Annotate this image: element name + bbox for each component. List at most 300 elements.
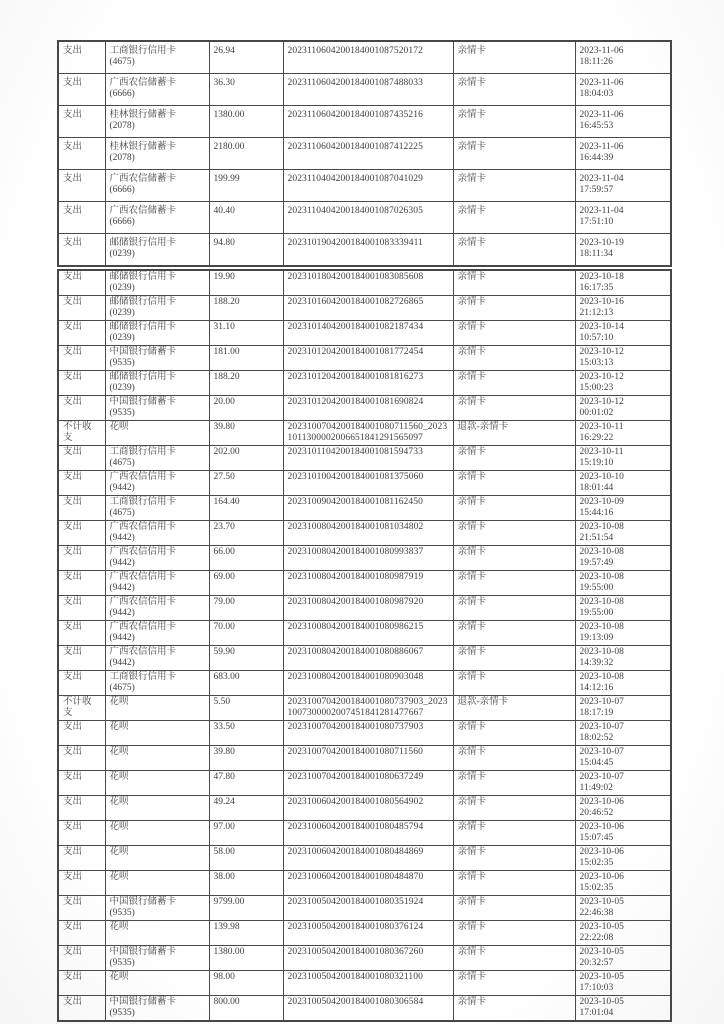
datetime-cell <box>575 346 671 371</box>
tag-cell: 亲情卡 <box>453 202 575 234</box>
payment-account-cell <box>105 496 209 521</box>
account-name: 广西农信信用卡 <box>109 597 177 607</box>
transaction-row <box>58 571 671 596</box>
amount-cell: 94.80 <box>209 234 283 267</box>
payment-account-cell <box>105 896 209 921</box>
transaction-row <box>58 496 671 521</box>
datetime-cell <box>575 74 671 106</box>
transaction-row <box>58 170 671 202</box>
transaction-id-cell: 2023100804200184001080987919 <box>283 571 453 596</box>
transaction-type-cell: 支出 <box>58 821 105 846</box>
transaction-time: 16:29:22 <box>579 433 614 443</box>
account-name: 邮储银行信用卡 <box>109 322 177 332</box>
transaction-date: 2023-10-05 <box>579 947 624 957</box>
tag-cell: 亲情卡 <box>453 946 575 971</box>
transaction-time: 10:57:10 <box>579 333 614 343</box>
tag-cell: 亲情卡 <box>453 138 575 170</box>
payment-account-cell <box>105 396 209 421</box>
transaction-type-cell: 支出 <box>58 41 105 74</box>
transaction-id-cell: 2023100704200184001080711560 <box>283 746 453 771</box>
account-number: (9442) <box>109 483 135 493</box>
amount-cell: 1380.00 <box>209 946 283 971</box>
datetime-cell <box>575 771 671 796</box>
transaction-date: 2023-10-07 <box>579 722 624 732</box>
account-name: 邮储银行信用卡 <box>109 372 177 382</box>
datetime-cell <box>575 596 671 621</box>
account-name: 花呗 <box>109 872 129 882</box>
transaction-row <box>58 521 671 546</box>
transaction-type-cell: 支出 <box>58 871 105 896</box>
account-name: 广西农信信用卡 <box>109 647 177 657</box>
tag-cell: 亲情卡 <box>453 921 575 946</box>
transaction-id-cell: 2023101204200184001081690824 <box>283 396 453 421</box>
transaction-time: 18:17:19 <box>579 708 614 718</box>
transaction-id-cell: 2023110604200184001087488033 <box>283 74 453 106</box>
account-number: (9535) <box>109 1008 135 1018</box>
payment-account-cell <box>105 346 209 371</box>
transaction-row <box>58 234 671 267</box>
payment-account-cell <box>105 138 209 170</box>
transaction-time: 22:22:08 <box>579 933 614 943</box>
transaction-id-cell: 2023101204200184001081816273 <box>283 371 453 396</box>
amount-cell: 202.00 <box>209 446 283 471</box>
datetime-cell <box>575 646 671 671</box>
datetime-cell <box>575 796 671 821</box>
account-name: 中国银行储蓄卡 <box>109 997 177 1007</box>
transaction-date: 2023-10-07 <box>579 772 624 782</box>
transaction-id-cell: 2023100604200184001080485794 <box>283 821 453 846</box>
transaction-type-cell: 支出 <box>58 202 105 234</box>
transaction-date: 2023-10-12 <box>579 347 624 357</box>
tag-cell: 亲情卡 <box>453 771 575 796</box>
transaction-time: 15:07:45 <box>579 833 614 843</box>
transaction-id-cell: 2023100504200184001080376124 <box>283 921 453 946</box>
account-number: (9442) <box>109 583 135 593</box>
amount-cell: 19.90 <box>209 270 283 296</box>
transaction-date: 2023-10-05 <box>579 972 624 982</box>
transaction-date: 2023-10-06 <box>579 847 624 857</box>
transaction-id-cell: 2023101404200184001082187434 <box>283 321 453 346</box>
account-number: (0239) <box>109 308 135 318</box>
amount-cell: 33.50 <box>209 721 283 746</box>
transaction-row <box>58 421 671 446</box>
account-name: 工商银行信用卡 <box>109 497 177 507</box>
payment-account-cell <box>105 202 209 234</box>
transaction-type-cell: 支出 <box>58 270 105 296</box>
transaction-date: 2023-10-10 <box>579 472 624 482</box>
account-name: 广西农信信用卡 <box>109 547 177 557</box>
transaction-type-cell: 支出 <box>58 996 105 1022</box>
payment-account-cell <box>105 446 209 471</box>
tag-cell: 亲情卡 <box>453 296 575 321</box>
transaction-type-cell: 不计收支 <box>58 696 105 721</box>
account-name: 广西农信储蓄卡 <box>109 174 177 184</box>
transaction-date: 2023-11-04 <box>579 174 624 184</box>
amount-cell: 66.00 <box>209 546 283 571</box>
transaction-date: 2023-10-07 <box>579 747 624 757</box>
tag-cell: 亲情卡 <box>453 346 575 371</box>
payment-account-cell <box>105 74 209 106</box>
transaction-date: 2023-10-08 <box>579 572 624 582</box>
account-name: 花呗 <box>109 747 129 757</box>
account-name: 花呗 <box>109 697 129 707</box>
datetime-cell <box>575 946 671 971</box>
transaction-time: 18:01:44 <box>579 483 614 493</box>
transaction-type-cell: 支出 <box>58 846 105 871</box>
transaction-time: 21:51:54 <box>579 533 614 543</box>
tag-cell: 亲情卡 <box>453 41 575 74</box>
account-name: 中国银行储蓄卡 <box>109 897 177 907</box>
transaction-row <box>58 621 671 646</box>
transaction-date: 2023-11-06 <box>579 110 624 120</box>
transaction-row <box>58 871 671 896</box>
transaction-date: 2023-10-06 <box>579 797 624 807</box>
transaction-row <box>58 896 671 921</box>
transaction-time: 17:01:04 <box>579 1008 614 1018</box>
transaction-id-cell: 2023100804200184001080886067 <box>283 646 453 671</box>
amount-cell: 31.10 <box>209 321 283 346</box>
transaction-id-cell: 2023100804200184001080903048 <box>283 671 453 696</box>
account-number: (4675) <box>109 508 135 518</box>
transaction-type-cell: 支出 <box>58 746 105 771</box>
datetime-cell <box>575 996 671 1022</box>
account-name: 广西农信信用卡 <box>109 572 177 582</box>
transaction-time: 14:12:16 <box>579 683 614 693</box>
datetime-cell <box>575 496 671 521</box>
payment-account-cell <box>105 234 209 267</box>
tag-cell: 亲情卡 <box>453 446 575 471</box>
transaction-type-cell: 支出 <box>58 138 105 170</box>
transaction-type-cell: 支出 <box>58 671 105 696</box>
tag-cell: 亲情卡 <box>453 596 575 621</box>
transaction-tables <box>57 40 672 1022</box>
tag-cell: 亲情卡 <box>453 846 575 871</box>
datetime-cell <box>575 471 671 496</box>
account-number: (4675) <box>109 683 135 693</box>
tag-cell: 亲情卡 <box>453 471 575 496</box>
transaction-date: 2023-11-06 <box>579 46 624 56</box>
account-name: 中国银行储蓄卡 <box>109 947 177 957</box>
transaction-time: 15:19:10 <box>579 458 614 468</box>
tag-cell: 亲情卡 <box>453 396 575 421</box>
datetime-cell <box>575 202 671 234</box>
datetime-cell <box>575 696 671 721</box>
account-name: 中国银行储蓄卡 <box>109 347 177 357</box>
transaction-date: 2023-10-12 <box>579 397 624 407</box>
transaction-type-cell: 支出 <box>58 106 105 138</box>
transaction-row <box>58 946 671 971</box>
transaction-time: 17:10:03 <box>579 983 614 993</box>
account-name: 花呗 <box>109 722 129 732</box>
transaction-time: 15:03:13 <box>579 358 614 368</box>
transaction-time: 21:12:13 <box>579 308 614 318</box>
amount-cell: 38.00 <box>209 871 283 896</box>
datetime-cell <box>575 296 671 321</box>
account-name: 花呗 <box>109 772 129 782</box>
payment-account-cell <box>105 296 209 321</box>
datetime-cell <box>575 234 671 267</box>
tag-cell: 亲情卡 <box>453 796 575 821</box>
transaction-id-cell: 2023100704200184001080637249 <box>283 771 453 796</box>
transaction-type-cell: 支出 <box>58 471 105 496</box>
account-number: (0239) <box>109 383 135 393</box>
transaction-time: 18:04:03 <box>579 89 614 99</box>
amount-cell: 58.00 <box>209 846 283 871</box>
transaction-type-cell: 支出 <box>58 596 105 621</box>
payment-account-cell <box>105 170 209 202</box>
datetime-cell <box>575 138 671 170</box>
transaction-row <box>58 921 671 946</box>
transaction-time: 17:59:57 <box>579 185 614 195</box>
account-name: 广西农信信用卡 <box>109 522 177 532</box>
transaction-row <box>58 646 671 671</box>
account-name: 工商银行信用卡 <box>109 447 177 457</box>
transaction-row <box>58 270 671 296</box>
account-number: (4675) <box>109 57 135 67</box>
datetime-cell <box>575 821 671 846</box>
account-name: 邮储银行信用卡 <box>109 272 177 282</box>
transaction-id-cell: 2023100804200184001080993837 <box>283 546 453 571</box>
datetime-cell <box>575 846 671 871</box>
transaction-date: 2023-10-08 <box>579 647 624 657</box>
transaction-time: 14:39:32 <box>579 658 614 668</box>
account-number: (9442) <box>109 608 135 618</box>
amount-cell: 1380.00 <box>209 106 283 138</box>
payment-account-cell <box>105 721 209 746</box>
payment-account-cell <box>105 821 209 846</box>
transaction-row <box>58 971 671 996</box>
amount-cell: 39.80 <box>209 746 283 771</box>
account-name: 花呗 <box>109 422 129 432</box>
datetime-cell <box>575 321 671 346</box>
amount-cell: 181.00 <box>209 346 283 371</box>
transaction-date: 2023-10-14 <box>579 322 624 332</box>
transaction-date: 2023-10-08 <box>579 597 624 607</box>
transaction-row <box>58 671 671 696</box>
amount-cell: 20.00 <box>209 396 283 421</box>
amount-cell: 36.30 <box>209 74 283 106</box>
tag-cell: 亲情卡 <box>453 821 575 846</box>
payment-account-cell <box>105 621 209 646</box>
transaction-date: 2023-10-08 <box>579 672 624 682</box>
transaction-type-cell: 支出 <box>58 296 105 321</box>
transaction-date: 2023-10-05 <box>579 997 624 1007</box>
transaction-type-cell: 支出 <box>58 396 105 421</box>
transaction-type-cell: 支出 <box>58 321 105 346</box>
tag-cell: 亲情卡 <box>453 521 575 546</box>
account-number: (9535) <box>109 358 135 368</box>
account-name: 工商银行信用卡 <box>109 46 177 56</box>
account-name: 邮储银行信用卡 <box>109 238 177 248</box>
payment-account-cell <box>105 596 209 621</box>
tag-cell: 亲情卡 <box>453 74 575 106</box>
transaction-time: 15:04:45 <box>579 758 614 768</box>
tag-cell: 亲情卡 <box>453 871 575 896</box>
transaction-row <box>58 74 671 106</box>
transaction-type-cell: 支出 <box>58 921 105 946</box>
transaction-type-cell: 支出 <box>58 946 105 971</box>
transaction-id-cell: 2023110604200184001087520172 <box>283 41 453 74</box>
transactions-table-section-2 <box>57 269 672 1022</box>
transaction-date: 2023-10-08 <box>579 522 624 532</box>
amount-cell: 23.70 <box>209 521 283 546</box>
transaction-row <box>58 41 671 74</box>
transaction-type-cell: 支出 <box>58 234 105 267</box>
amount-cell: 70.00 <box>209 621 283 646</box>
transaction-time: 17:51:10 <box>579 217 614 227</box>
tag-cell: 亲情卡 <box>453 721 575 746</box>
transaction-type-cell: 支出 <box>58 521 105 546</box>
transaction-row <box>58 321 671 346</box>
account-name: 广西农信储蓄卡 <box>109 78 177 88</box>
transaction-type-cell: 支出 <box>58 371 105 396</box>
transactions-table-section-1 <box>57 40 672 267</box>
transaction-time: 20:46:52 <box>579 808 614 818</box>
amount-cell: 59.90 <box>209 646 283 671</box>
transaction-row <box>58 796 671 821</box>
payment-account-cell <box>105 921 209 946</box>
amount-cell: 26.94 <box>209 41 283 74</box>
transaction-time: 15:02:35 <box>579 858 614 868</box>
datetime-cell <box>575 170 671 202</box>
transaction-id-cell: 2023110404200184001087041029 <box>283 170 453 202</box>
amount-cell: 683.00 <box>209 671 283 696</box>
payment-account-cell <box>105 421 209 446</box>
transaction-id-cell: 2023100604200184001080484870 <box>283 871 453 896</box>
tag-cell: 亲情卡 <box>453 321 575 346</box>
transaction-id-cell: 2023100604200184001080484869 <box>283 846 453 871</box>
account-name: 桂林银行储蓄卡 <box>109 110 177 120</box>
amount-cell: 47.80 <box>209 771 283 796</box>
tag-cell: 亲情卡 <box>453 371 575 396</box>
transaction-time: 15:02:35 <box>579 883 614 893</box>
transaction-row <box>58 846 671 871</box>
account-name: 花呗 <box>109 922 129 932</box>
tag-cell: 亲情卡 <box>453 571 575 596</box>
transaction-type-cell: 支出 <box>58 496 105 521</box>
transaction-id-cell: 2023100804200184001081034802 <box>283 521 453 546</box>
tag-cell: 亲情卡 <box>453 746 575 771</box>
tag-cell: 亲情卡 <box>453 496 575 521</box>
transaction-row <box>58 471 671 496</box>
account-number: (2078) <box>109 153 135 163</box>
amount-cell: 49.24 <box>209 796 283 821</box>
transaction-id-cell: 2023110604200184001087412225 <box>283 138 453 170</box>
transaction-date: 2023-10-09 <box>579 497 624 507</box>
transaction-time: 20:32:57 <box>579 958 614 968</box>
amount-cell: 188.20 <box>209 371 283 396</box>
account-name: 中国银行储蓄卡 <box>109 397 177 407</box>
transaction-date: 2023-10-06 <box>579 872 624 882</box>
transaction-row <box>58 371 671 396</box>
transaction-id-cell: 2023100704200184001080711560_20231011300002006651841291565097 <box>283 421 453 446</box>
account-number: (9442) <box>109 558 135 568</box>
payment-account-cell <box>105 321 209 346</box>
payment-account-cell <box>105 521 209 546</box>
amount-cell: 188.20 <box>209 296 283 321</box>
account-name: 广西农信储蓄卡 <box>109 206 177 216</box>
datetime-cell <box>575 41 671 74</box>
transaction-id-cell: 2023101004200184001081375060 <box>283 471 453 496</box>
payment-account-cell <box>105 946 209 971</box>
transaction-id-cell: 2023110604200184001087435216 <box>283 106 453 138</box>
transaction-time: 11:49:02 <box>579 783 613 793</box>
transaction-date: 2023-11-06 <box>579 78 624 88</box>
transaction-row <box>58 696 671 721</box>
datetime-cell <box>575 106 671 138</box>
payment-account-cell <box>105 971 209 996</box>
transaction-type-cell: 支出 <box>58 446 105 471</box>
payment-account-cell <box>105 996 209 1022</box>
transaction-id-cell: 2023100504200184001080367260 <box>283 946 453 971</box>
transaction-row <box>58 596 671 621</box>
transaction-date: 2023-10-18 <box>579 272 624 282</box>
account-number: (6666) <box>109 185 135 195</box>
amount-cell: 164.40 <box>209 496 283 521</box>
transaction-time: 19:55:00 <box>579 583 614 593</box>
payment-account-cell <box>105 571 209 596</box>
transaction-type-cell: 支出 <box>58 571 105 596</box>
transaction-id-cell: 2023100704200184001080737903 <box>283 721 453 746</box>
datetime-cell <box>575 621 671 646</box>
transaction-time: 18:11:26 <box>579 57 613 67</box>
transaction-row <box>58 446 671 471</box>
tag-cell: 亲情卡 <box>453 234 575 267</box>
transaction-time: 19:57:49 <box>579 558 614 568</box>
transaction-type-cell: 支出 <box>58 646 105 671</box>
transaction-id-cell: 2023100904200184001081162450 <box>283 496 453 521</box>
tag-cell: 亲情卡 <box>453 671 575 696</box>
account-number: (2078) <box>109 121 135 131</box>
amount-cell: 139.98 <box>209 921 283 946</box>
datetime-cell <box>575 446 671 471</box>
datetime-cell <box>575 896 671 921</box>
transaction-time: 16:45:53 <box>579 121 614 131</box>
transaction-time: 16:44:39 <box>579 153 614 163</box>
account-number: (0239) <box>109 333 135 343</box>
tag-cell: 亲情卡 <box>453 971 575 996</box>
transaction-id-cell: 2023101604200184001082726865 <box>283 296 453 321</box>
account-number: (9442) <box>109 658 135 668</box>
payment-account-cell <box>105 371 209 396</box>
transaction-type-cell: 支出 <box>58 170 105 202</box>
tag-cell: 亲情卡 <box>453 170 575 202</box>
payment-account-cell <box>105 846 209 871</box>
transaction-time: 18:11:34 <box>579 249 613 259</box>
transaction-date: 2023-10-19 <box>579 238 624 248</box>
payment-account-cell <box>105 746 209 771</box>
transaction-row <box>58 396 671 421</box>
transaction-id-cell: 2023100504200184001080351924 <box>283 896 453 921</box>
account-number: (9535) <box>109 958 135 968</box>
transaction-date: 2023-10-11 <box>579 447 624 457</box>
tag-cell: 退款-亲情卡 <box>453 421 575 446</box>
transaction-id-cell: 2023100504200184001080321100 <box>283 971 453 996</box>
account-number: (0239) <box>109 283 135 293</box>
transaction-date: 2023-10-06 <box>579 822 624 832</box>
transaction-id-cell: 2023100804200184001080987920 <box>283 596 453 621</box>
transaction-type-cell: 支出 <box>58 971 105 996</box>
account-number: (9442) <box>109 533 135 543</box>
amount-cell: 40.40 <box>209 202 283 234</box>
amount-cell: 39.80 <box>209 421 283 446</box>
transaction-time: 19:13:09 <box>579 633 614 643</box>
transaction-id-cell: 2023100604200184001080564902 <box>283 796 453 821</box>
account-number: (0239) <box>109 249 135 259</box>
transaction-row <box>58 138 671 170</box>
transaction-row <box>58 996 671 1022</box>
account-number: (6666) <box>109 89 135 99</box>
